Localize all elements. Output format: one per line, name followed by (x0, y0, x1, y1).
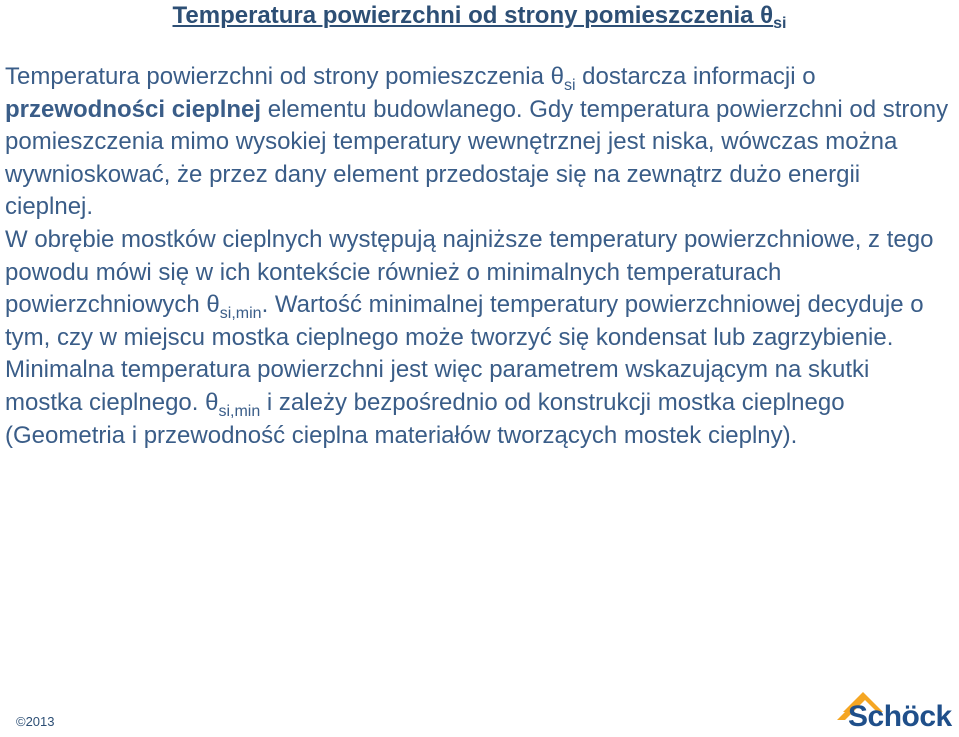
page-title (0, 2, 959, 30)
body-content (5, 61, 950, 452)
paragraph-1: Temperatura powierzchni od strony pomieszczenia $\theta_{si}$ dostarcza informacji o przewodności cieplnej elementu budowlanego. Gdy temperatura powierzchni od strony pomieszczenia mimo wysokiej temperatury wewnętrznej jest niska, wówczas można wywnioskować, że przez dany element przedostaje się na zewnątrz dużo energii cieplnej. (5, 63, 949, 221)
page-title-text: Temperatura powierzchni od strony pomieszczenia $\theta_{si}$ (172, 2, 787, 32)
schock-logo (833, 690, 957, 736)
paragraph-3: Minimalna temperatura powierzchni jest więc parametrem wskazującym na skutki mostka cieplnego. $\theta_{si,min}$ i zależy bezpośrednio od konstrukcji mostka cieplnego (Geometria i przewodność cieplna materiałów tworzących mostek cieplny). (5, 356, 870, 449)
subscript-si-min: si,min (218, 402, 261, 420)
title-subscript: si (773, 15, 787, 32)
paragraph-2: W obrębie mostków cieplnych występują najniższe temperatury powierzchniowe, z tego powodu mówi się w ich kontekście również o minimalnych temperaturach powierzchniowych $\theta_{si,min}$. Wartość minimalnej temperatury powierzchniowej decyduje o tym, czy w miejscu mostka cieplnego może tworzyć się kondensat lub zagrzybienie. (5, 225, 934, 351)
logo-wordmark: Schöck (848, 700, 952, 733)
bold-term: przewodności cieplnej (5, 95, 262, 123)
subscript-si: si (563, 77, 576, 94)
subscript-si-min: si,min (219, 305, 262, 323)
copyright-notice: ©2013 (16, 714, 55, 729)
